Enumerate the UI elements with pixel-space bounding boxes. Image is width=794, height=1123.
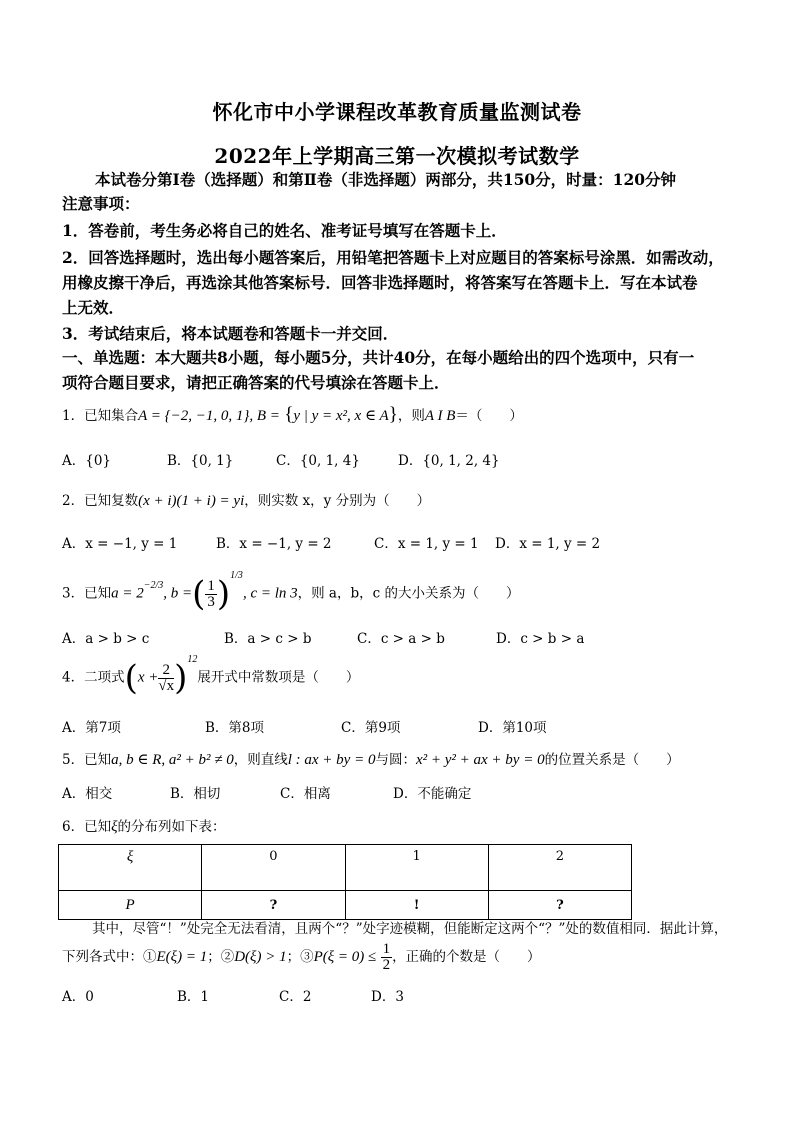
q5-option-a: A．相交 (62, 786, 113, 802)
q1-suffix: ＝（ ） (455, 408, 523, 424)
q4-exponent: 12 (187, 654, 198, 665)
section-heading-line1: 一、单选题：本大题共8小题，每小题5分，共计40分，在每小题给出的四个选项中，只有一 (62, 348, 695, 367)
q3-option-c: C．c > a > b (357, 631, 445, 647)
q4-option-c: C．第9项 (341, 720, 401, 736)
distribution-table (58, 844, 632, 920)
q6-prefix: 6．已知 (62, 819, 112, 835)
q1-option-b: B．{0, 1} (167, 453, 234, 469)
q6-suffix: 的分布列如下表： (117, 819, 226, 835)
table-cell: 2 (488, 845, 631, 891)
question-3: 3．已知$a = 2^{-2/3}$, b =( $\frac{1}{3}$ )$^{1/3}$, c = ln 3，则 a，b，c 的大小关系为（ ） (62, 570, 520, 614)
q1-expr: A I B (424, 408, 456, 424)
q3-fraction: $\frac{1}{3}$ (207, 577, 215, 610)
note-1: 1．答卷前，考生务必将自己的姓名、准考证号填写在答题卡上． (62, 221, 507, 240)
table-cell: ξ (59, 845, 202, 891)
exam-title: 怀化市中小学课程改革教育质量监测试卷 (212, 100, 582, 124)
q2-option-b: B．x = −1, y = 2 (216, 536, 332, 552)
q1-option-c: C．{0, 1, 4} (276, 453, 360, 469)
q5-mid1: ，则直线 (233, 752, 288, 768)
q1-option-a: A．{0} (62, 453, 112, 469)
paper-info: 本试卷分第Ⅰ卷（选择题）和第Ⅱ卷（非选择题）两部分，共150分，时量：120分钟 (95, 170, 677, 189)
q4-option-d: D．第10项 (478, 720, 547, 736)
q5-mid2: 与圆： (375, 752, 416, 768)
question-5 (62, 748, 680, 769)
table-cell: 1 (345, 845, 488, 891)
table-cell: ? (202, 891, 345, 920)
q5-prefix: 5．已知 (62, 752, 112, 768)
q2-prefix: 2．已知复数 (62, 493, 139, 509)
q2-option-d: D．x = 1, y = 2 (495, 536, 601, 552)
q6-statement-1: E(ξ) = 1 (156, 949, 208, 965)
q3-c-expr: , c = ln 3 (242, 585, 298, 602)
q5-line: l : ax + by = 0 (287, 752, 376, 768)
q6-option-d: D．3 (371, 989, 404, 1005)
q4-option-b: B．第8项 (205, 720, 265, 736)
q2-suffix: ，则实数 x，y 分别为（ ） (244, 493, 431, 509)
q5-option-d: D．不能确定 (393, 786, 472, 802)
q5-circle: x² + y² + ax + by = 0 (415, 752, 545, 768)
q3-option-a: A．a > b > c (62, 631, 150, 647)
q4-prefix: 4．二项式 (62, 669, 125, 686)
q3-option-d: D．c > b > a (496, 631, 585, 647)
exam-subtitle: 2022年上学期高三第一次模拟考试数学 (214, 144, 580, 168)
q3-b-exponent: 1/3 (230, 570, 243, 581)
q1-set-b: y | y = x², x ∈ A (293, 408, 389, 424)
q5-option-c: C．相离 (280, 786, 331, 802)
note-2a: 2．回答选择题时，选出每小题答案后，用铅笔把答题卡上对应题目的答案标号涂黑．如需改动， (62, 248, 724, 267)
q6-sep-2: ；③ (286, 949, 314, 965)
q1-set-a: A = {−2, −1, 0, 1} (138, 408, 250, 424)
q4-suffix: 展开式中常数项是（ ） (197, 669, 360, 686)
table-cell: ? (488, 891, 631, 920)
q5-condition: a, b ∈ R, a² + b² ≠ 0 (111, 752, 234, 768)
q1-prefix: 1．已知集合 (62, 408, 139, 424)
table-cell: 0 (202, 845, 345, 891)
table-row (59, 845, 632, 891)
q6-option-b: B．1 (177, 989, 210, 1005)
q1-option-d: D．{0, 1, 2, 4} (398, 453, 500, 469)
q6-explanation-line1: 其中，尽管“！”处完全无法看清，且两个“？”处字迹模糊，但能断定这两个“？”处的数值相同．据此计算， (92, 921, 728, 937)
q5-suffix: 的位置关系是（ ） (544, 752, 680, 768)
question-4: 4．二项式(x + $\frac{2}{√x}$ )$^{12}$展开式中常数项是（ ） (62, 654, 360, 698)
q4-option-a: A．第7项 (62, 720, 121, 736)
q6-fraction: $\frac{1}{2}$ (382, 941, 391, 973)
q3-a-exponent: −2/3 (143, 580, 164, 591)
q4-fraction: $\frac{2}{√x}$ (158, 661, 175, 694)
q6-statement-2: D(ξ) > 1 (234, 949, 287, 965)
table-cell: P (59, 891, 202, 920)
note-3: 3．考试结束后，将本试题卷和答题卡一并交回． (62, 324, 399, 343)
q5-option-b: B．相切 (170, 786, 221, 802)
q6-option-a: A．0 (62, 989, 94, 1005)
note-2b: 用橡皮擦干净后，再选涂其他答案标号．回答非选择题时，将答案写在答题卡上．写在本试卷 (62, 273, 698, 292)
note-2c: 上无效． (62, 298, 125, 317)
q6-option-c: C．2 (279, 989, 312, 1005)
q6-sep-1: ；② (207, 949, 235, 965)
q6-explanation-line2 (62, 942, 541, 973)
table-row (59, 891, 632, 920)
q6-statement-3: P(ξ = 0) ≤ (313, 949, 377, 965)
q6-variable: ξ (111, 819, 118, 835)
question-6 (62, 815, 226, 836)
q3-suffix: ，则 a，b，c 的大小关系为（ ） (297, 585, 520, 602)
question-2 (62, 489, 430, 510)
table-cell: ! (345, 891, 488, 920)
q6-list-suffix: ，正确的个数是（ ） (392, 949, 541, 965)
q6-list-prefix: 下列各式中：① (62, 949, 157, 965)
section-heading-line2: 项符合题目要求，请把正确答案的代号填涂在答题卡上． (62, 373, 450, 392)
q3-option-b: B．a > c > b (224, 631, 312, 647)
q1-set-b-label: , B = (249, 408, 280, 424)
q1-middle: ，则 (397, 408, 425, 424)
q2-expr: (x + i)(1 + i) = yi (138, 493, 245, 509)
q3-b-label: , b = (163, 585, 193, 602)
q3-a-base: a = 2 (111, 585, 144, 602)
q2-option-c: C．x = 1, y = 1 (374, 536, 479, 552)
q2-option-a: A．x = −1, y = 1 (62, 536, 178, 552)
q3-prefix: 3．已知 (62, 585, 112, 602)
notice-heading: 注意事项： (62, 194, 140, 213)
question-1: 1．已知集合A = {−2, −1, 0, 1}, B = {y | y = x², x ∈ A}，则A I B＝（ ） (62, 404, 523, 425)
q4-inner-x: x + (137, 669, 159, 686)
